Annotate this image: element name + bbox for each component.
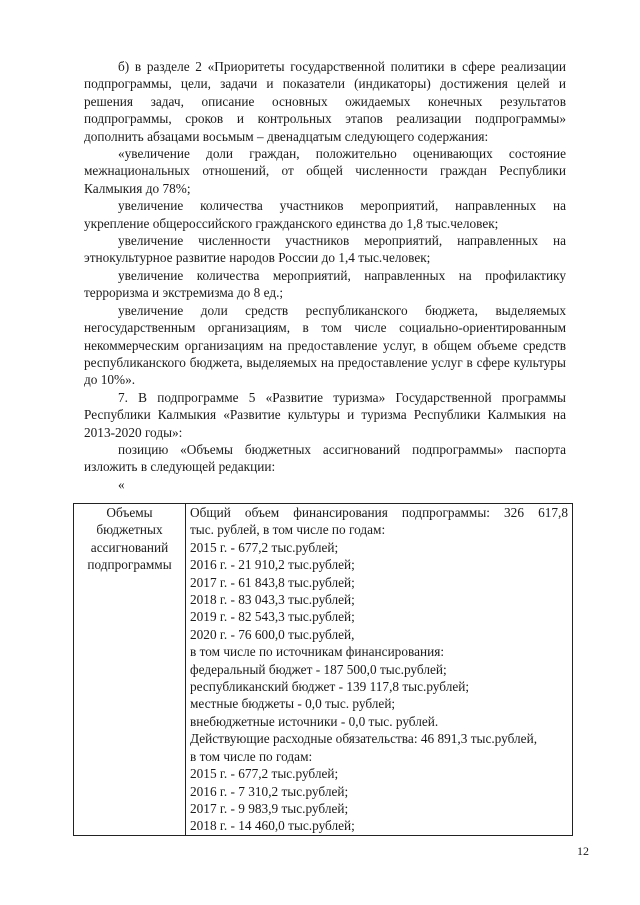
- document-body: [84, 58, 566, 493]
- content-line: 2016 г. - 21 910,2 тыс.рублей;: [190, 557, 355, 573]
- paragraph-item-7: 7. В подпрограмме 5 «Развитие туризма» Государственной программы Республики Калмыкия «Развитие культуры и туризма Республики Калмыкия на 2013-2020 годы»:: [84, 389, 566, 440]
- content-line: тыс. рублей, в том числе по годам:: [190, 522, 386, 538]
- paragraph-passport-position: позицию «Объемы бюджетных ассигнований подпрограммы» паспорта изложить в следующей редакции:: [84, 441, 566, 475]
- label-cell: [74, 504, 186, 836]
- content-line: 2018 г. - 14 460,0 тыс.рублей;: [190, 818, 355, 834]
- open-quote: «: [118, 476, 125, 492]
- content-line: местные бюджеты - 0,0 тыс. рублей;: [190, 696, 396, 712]
- paragraph-ethnocultural: увеличение численности участников мероприятий, направленных на этнокультурное развитие народов России до 1,4 тыс.человек;: [84, 233, 566, 266]
- content-cell: [186, 504, 573, 836]
- content-line: в том числе по источникам финансирования:: [190, 644, 445, 660]
- content-line: 2015 г. - 677,2 тыс.рублей;: [190, 539, 339, 555]
- passport-table: [73, 503, 573, 836]
- label-line: Объемы: [106, 505, 153, 520]
- label-line: бюджетных: [96, 522, 163, 538]
- page-number: 12: [577, 844, 589, 858]
- content-line: республиканский бюджет - 139 117,8 тыс.рублей;: [190, 679, 470, 695]
- content-line: Действующие расходные обязательства: 46 891,3 тыс.рублей,: [190, 731, 538, 747]
- total-financing-line: Общий объем финансирования подпрограммы: 326 617,8: [190, 505, 568, 520]
- content-line: 2017 г. - 61 843,8 тыс.рублей;: [190, 574, 355, 590]
- content-line: в том числе по годам:: [190, 748, 313, 764]
- paragraph-civic-unity: увеличение количества участников мероприятий, направленных на укрепление общероссийского гражданского единства до 1,8 тыс.человек;: [84, 198, 566, 231]
- label-line: подпрограммы: [87, 557, 172, 573]
- paragraph-section-b: б) в разделе 2 «Приоритеты государственной политики в сфере реализации подпрограммы, цели, задачи и показатели (индикаторы) достижения целей и решения задач, описание основных ожидаемых конечных результатов подпрограммы, сроков и контрольных этапов реализации подпрограммы» дополнить абзацами восьмым – двенадцатым следующего содержания:: [84, 59, 566, 144]
- content-line: внебюджетные источники - 0,0 тыс. рублей.: [190, 713, 439, 729]
- content-line: 2017 г. - 9 983,9 тыс.рублей;: [190, 800, 349, 816]
- paragraph-budget-share: увеличение доли средств республиканского бюджета, выделяемых негосударственным организациям, в том числе социально-ориентированным некоммерческим организациям на предоставление услуг, в общем объеме средств республиканского бюджета, выделяемых на предоставление услуг в сфере культуры до 10%».: [84, 302, 566, 388]
- content-line: федеральный бюджет - 187 500,0 тыс.рублей;: [190, 661, 447, 677]
- table-row: [74, 504, 573, 836]
- paragraph-citizens-share: «увеличение доли граждан, положительно оценивающих состояние межнациональных отношений, от общей численности граждан Республики Калмыкия до 78%;: [84, 146, 566, 196]
- content-line: 2018 г. - 83 043,3 тыс.рублей;: [190, 592, 355, 608]
- paragraph-terrorism-prevention: увеличение количества мероприятий, направленных на профилактику терроризма и экстремизма до 8 ед.;: [84, 267, 566, 301]
- content-line: 2015 г. - 677,2 тыс.рублей;: [190, 766, 339, 782]
- content-line: 2020 г. - 76 600,0 тыс.рублей,: [190, 626, 355, 642]
- content-line: 2019 г. - 82 543,3 тыс.рублей;: [190, 609, 355, 625]
- label-line: ассигнований: [90, 539, 169, 555]
- content-line: 2016 г. - 7 310,2 тыс.рублей;: [190, 783, 349, 799]
